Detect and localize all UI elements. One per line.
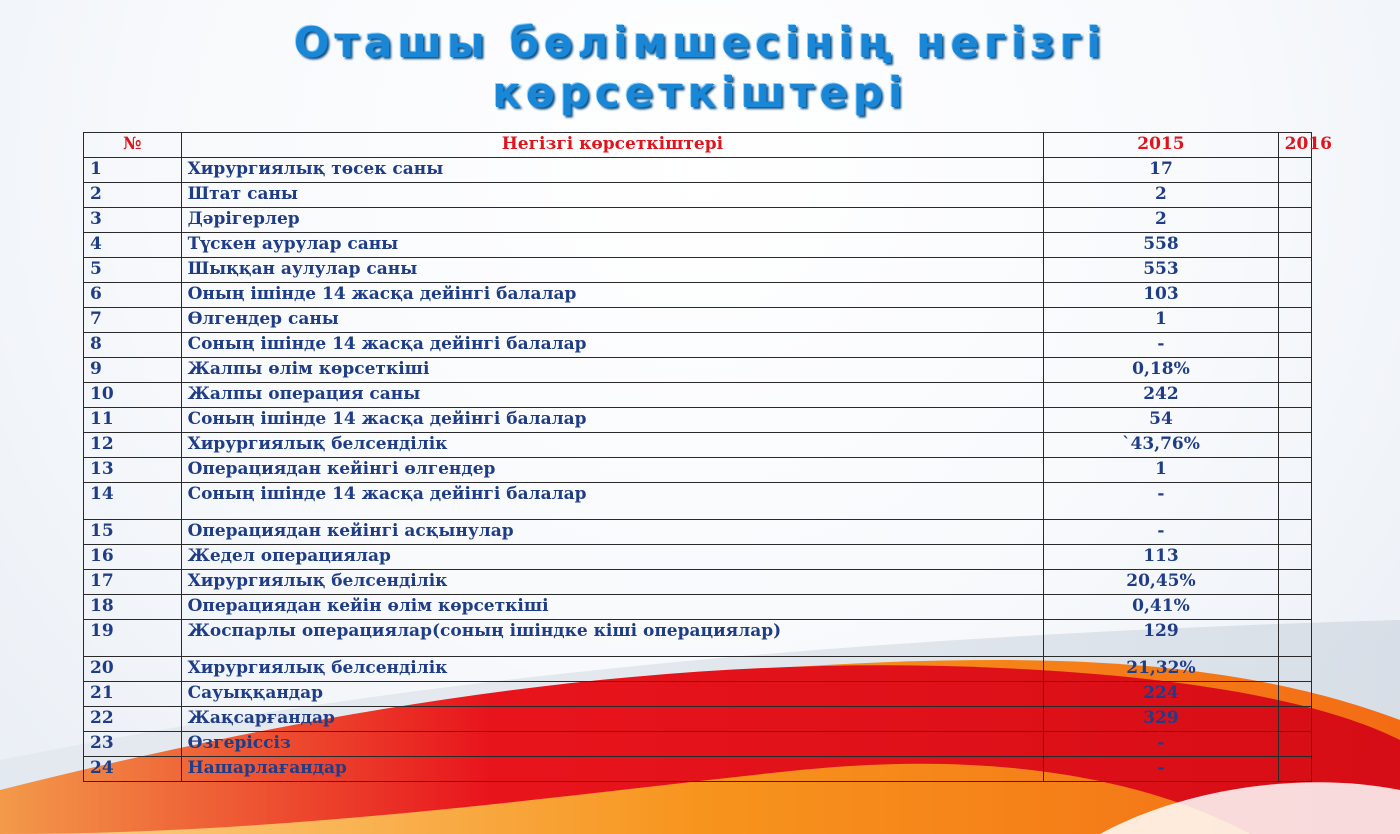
row-value-2016	[1278, 358, 1311, 383]
row-number: 21	[84, 682, 182, 707]
row-indicator-label: Оның ішінде 14 жасқа дейінгі балалар	[181, 283, 1044, 308]
row-number: 3	[84, 208, 182, 233]
row-indicator-label: Соның ішінде 14 жасқа дейінгі балалар	[181, 408, 1044, 433]
row-value-2016	[1278, 158, 1311, 183]
row-indicator-label: Жедел операциялар	[181, 545, 1044, 570]
row-indicator-label: Жалпы өлім көрсеткіші	[181, 358, 1044, 383]
row-number: 5	[84, 258, 182, 283]
table-row	[84, 707, 1312, 732]
row-indicator-label: Өзгеріссіз	[181, 732, 1044, 757]
row-number: 1	[84, 158, 182, 183]
row-number: 19	[84, 620, 182, 657]
table-row	[84, 258, 1312, 283]
row-value-2015: 103	[1044, 283, 1278, 308]
row-value-2015: 0,18%	[1044, 358, 1278, 383]
row-indicator-label: Жоспарлы операциялар(соның ішіндке кіші операциялар)	[181, 620, 1044, 657]
row-number: 22	[84, 707, 182, 732]
header-number: №	[84, 133, 182, 158]
row-value-2016	[1278, 283, 1311, 308]
row-value-2015: 329	[1044, 707, 1278, 732]
table-row	[84, 433, 1312, 458]
row-value-2015: 0,41%	[1044, 595, 1278, 620]
row-value-2016	[1278, 620, 1311, 657]
row-value-2015: -	[1044, 732, 1278, 757]
row-value-2016	[1278, 545, 1311, 570]
table-body	[84, 158, 1312, 782]
row-indicator-label: Хирургиялық төсек саны	[181, 158, 1044, 183]
row-number: 12	[84, 433, 182, 458]
row-value-2015: 17	[1044, 158, 1278, 183]
row-number: 20	[84, 657, 182, 682]
row-value-2016	[1278, 483, 1311, 520]
row-number: 8	[84, 333, 182, 358]
row-indicator-label: Сауыққандар	[181, 682, 1044, 707]
row-indicator-label: Шыққан аулулар саны	[181, 258, 1044, 283]
row-number: 16	[84, 545, 182, 570]
row-value-2016	[1278, 408, 1311, 433]
row-indicator-label: Операциядан кейінгі өлгендер	[181, 458, 1044, 483]
row-value-2016	[1278, 208, 1311, 233]
row-value-2015: -	[1044, 333, 1278, 358]
row-value-2015: 242	[1044, 383, 1278, 408]
row-value-2016	[1278, 308, 1311, 333]
table-row	[84, 520, 1312, 545]
row-value-2015: 553	[1044, 258, 1278, 283]
row-value-2016	[1278, 183, 1311, 208]
table-row	[84, 183, 1312, 208]
table-row	[84, 283, 1312, 308]
table-row	[84, 358, 1312, 383]
row-indicator-label: Операциядан кейінгі асқынулар	[181, 520, 1044, 545]
row-value-2015: 20,45%	[1044, 570, 1278, 595]
table-row	[84, 657, 1312, 682]
row-value-2016	[1278, 458, 1311, 483]
row-number: 14	[84, 483, 182, 520]
title-line-1: Оташы бөлімшесінің негізгі	[293, 18, 1107, 67]
row-value-2015: -	[1044, 757, 1278, 782]
row-value-2015: -	[1044, 520, 1278, 545]
row-number: 18	[84, 595, 182, 620]
table-row	[84, 757, 1312, 782]
header-2016: 2016	[1278, 133, 1311, 158]
row-number: 11	[84, 408, 182, 433]
row-value-2016	[1278, 383, 1311, 408]
row-indicator-label: Соның ішінде 14 жасқа дейінгі балалар	[181, 483, 1044, 520]
row-value-2015: 1	[1044, 458, 1278, 483]
table-row	[84, 408, 1312, 433]
row-value-2015: 54	[1044, 408, 1278, 433]
row-indicator-label: Нашарлағандар	[181, 757, 1044, 782]
table-row	[84, 308, 1312, 333]
row-value-2016	[1278, 682, 1311, 707]
table-row	[84, 208, 1312, 233]
header-2015: 2015	[1044, 133, 1278, 158]
row-value-2015: `43,76%	[1044, 433, 1278, 458]
row-value-2016	[1278, 595, 1311, 620]
row-value-2016	[1278, 732, 1311, 757]
header-indicator: Негізгі көрсеткіштері	[181, 133, 1044, 158]
row-value-2016	[1278, 333, 1311, 358]
row-value-2016	[1278, 757, 1311, 782]
table-row	[84, 333, 1312, 358]
page-title	[0, 18, 1400, 118]
row-indicator-label: Өлгендер саны	[181, 308, 1044, 333]
row-indicator-label: Түскен аурулар саны	[181, 233, 1044, 258]
row-value-2015: 224	[1044, 682, 1278, 707]
table-row	[84, 458, 1312, 483]
row-value-2015: -	[1044, 483, 1278, 520]
title-line-2: көрсеткіштері	[492, 68, 908, 117]
row-indicator-label: Жақсарғандар	[181, 707, 1044, 732]
row-indicator-label: Операциядан кейін өлім көрсеткіші	[181, 595, 1044, 620]
row-indicator-label: Дәрігерлер	[181, 208, 1044, 233]
row-indicator-label: Соның ішінде 14 жасқа дейінгі балалар	[181, 333, 1044, 358]
table-row	[84, 158, 1312, 183]
row-value-2016	[1278, 707, 1311, 732]
row-number: 10	[84, 383, 182, 408]
row-indicator-label: Жалпы операция саны	[181, 383, 1044, 408]
row-value-2016	[1278, 657, 1311, 682]
row-number: 15	[84, 520, 182, 545]
row-value-2016	[1278, 258, 1311, 283]
table-header-row	[84, 133, 1312, 158]
row-number: 23	[84, 732, 182, 757]
row-number: 2	[84, 183, 182, 208]
table-row	[84, 682, 1312, 707]
row-number: 6	[84, 283, 182, 308]
table-row	[84, 545, 1312, 570]
row-indicator-label: Хирургиялық белсенділік	[181, 570, 1044, 595]
row-value-2015: 2	[1044, 183, 1278, 208]
table-row	[84, 233, 1312, 258]
row-number: 17	[84, 570, 182, 595]
row-number: 4	[84, 233, 182, 258]
row-value-2016	[1278, 433, 1311, 458]
row-indicator-label: Хирургиялық белсенділік	[181, 433, 1044, 458]
table-row	[84, 570, 1312, 595]
row-value-2016	[1278, 570, 1311, 595]
indicators-table	[83, 132, 1332, 782]
row-value-2015: 2	[1044, 208, 1278, 233]
row-value-2015: 129	[1044, 620, 1278, 657]
row-value-2015: 21,32%	[1044, 657, 1278, 682]
row-number: 24	[84, 757, 182, 782]
row-value-2015: 558	[1044, 233, 1278, 258]
row-number: 7	[84, 308, 182, 333]
table-row	[84, 620, 1312, 657]
table-row	[84, 595, 1312, 620]
table-row	[84, 732, 1312, 757]
row-value-2016	[1278, 520, 1311, 545]
row-value-2016	[1278, 233, 1311, 258]
table-row	[84, 383, 1312, 408]
row-number: 9	[84, 358, 182, 383]
row-value-2015: 113	[1044, 545, 1278, 570]
row-value-2015: 1	[1044, 308, 1278, 333]
row-number: 13	[84, 458, 182, 483]
row-indicator-label: Штат саны	[181, 183, 1044, 208]
table-row	[84, 483, 1312, 520]
row-indicator-label: Хирургиялық белсенділік	[181, 657, 1044, 682]
